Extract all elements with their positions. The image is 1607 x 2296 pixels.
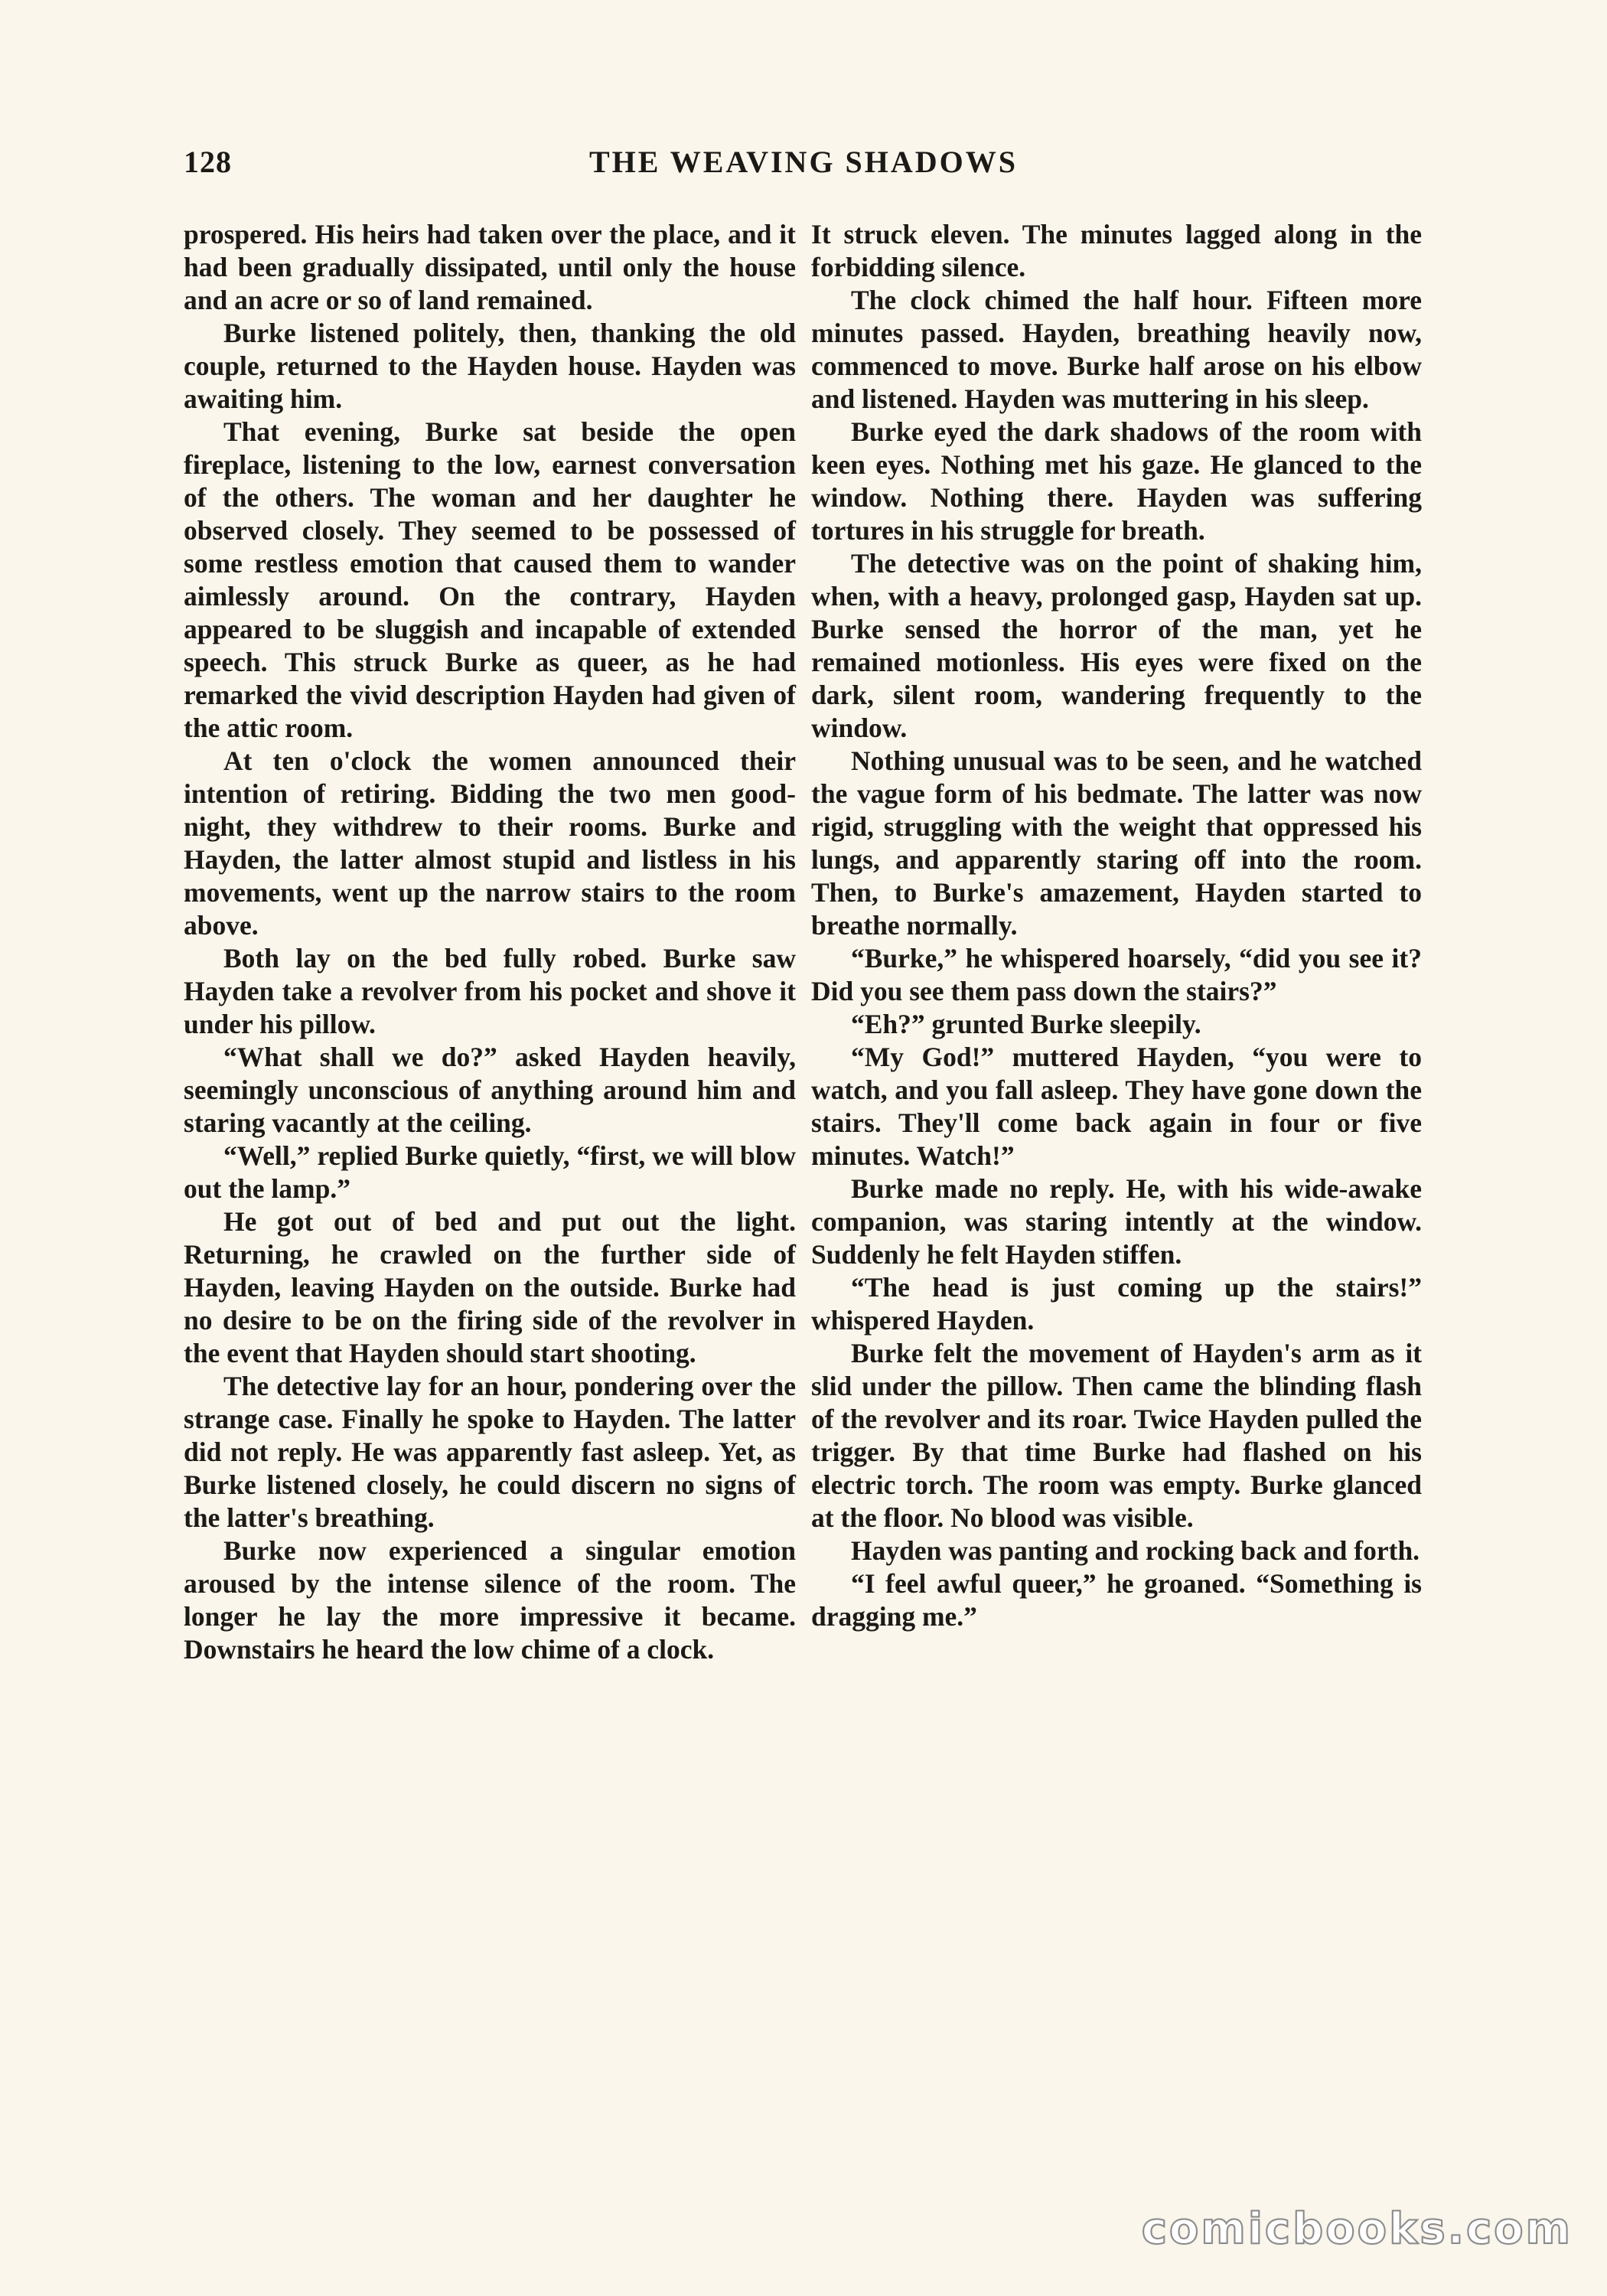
paragraph: It struck eleven. The minutes lagged along in the forbidding silence.	[811, 219, 1422, 282]
left-column	[184, 218, 796, 1666]
paragraph: He got out of bed and put out the light. Returning, he crawled on the further side of Hayden, leaving Hayden on the outside. Burke had no desire to be on the firing side of the revolver in the event that Hayden should start shooting.	[184, 1206, 796, 1368]
paragraph: That evening, Burke sat beside the open fireplace, listening to the low, earnest conversation of the others. The woman and her daughter he observed closely. They seemed to be possessed of some restless emotion that caused them to wander aimlessly around. On the contrary, Hayden appeared to be sluggish and incapable of extended speech. This struck Burke as queer, as he had remarked the vivid description Hayden had given of the attic room.	[184, 416, 796, 743]
paragraph: “What shall we do?” asked Hayden heavily, seemingly unconscious of anything around him and staring vacantly at the ceiling.	[184, 1042, 796, 1138]
paragraph: “My God!” muttered Hayden, “you were to watch, and you fall asleep. They have gone down the stairs. They'll come back again in four or five minutes. Watch!”	[811, 1042, 1422, 1171]
paragraph: Hayden was panting and rocking back and forth.	[851, 1535, 1420, 1566]
paragraph: The detective lay for an hour, pondering over the strange case. Finally he spoke to Hayden. The latter did not reply. He was apparently fast asleep. Yet, as Burke listened closely, he could discern no signs of the latter's breathing.	[184, 1371, 796, 1533]
paragraph: “The head is just coming up the stairs!” whispered Hayden.	[811, 1272, 1422, 1336]
paragraph: At ten o'clock the women announced their intention of retiring. Bidding the two men good-night, they withdrew to their rooms. Burke and Hayden, the latter almost stupid and listless in his movements, went up the narrow stairs to the room above.	[184, 745, 796, 941]
paragraph: Burke felt the movement of Hayden's arm as it slid under the pillow. Then came the blinding flash of the revolver and its roar. Twice Hayden pulled the trigger. By that time Burke had flashed on his electric torch. The room was empty. Burke glanced at the floor. No blood was visible.	[811, 1338, 1422, 1533]
paragraph: Both lay on the bed fully robed. Burke saw Hayden take a revolver from his pocket and shove it under his pillow.	[184, 943, 796, 1039]
site-watermark: comicbooks.com	[1141, 2204, 1573, 2254]
paragraph: Burke made no reply. He, with his wide-awake companion, was staring intently at the window. Suddenly he felt Hayden stiffen.	[811, 1173, 1422, 1270]
right-column	[811, 218, 1422, 1633]
paragraph: Burke listened politely, then, thanking the old couple, returned to the Hayden house. Hayden was awaiting him.	[184, 318, 796, 414]
paragraph: “Well,” replied Burke quietly, “first, we will blow out the lamp.”	[184, 1140, 796, 1204]
paragraph: Burke eyed the dark shadows of the room with keen eyes. Nothing met his gaze. He glanced to the window. Nothing there. Hayden was suffering tortures in his struggle for breath.	[811, 416, 1422, 546]
paragraph: “Burke,” he whispered hoarsely, “did you see it? Did you see them pass down the stairs?”	[811, 943, 1422, 1006]
paragraph: “Eh?” grunted Burke sleepily.	[851, 1009, 1201, 1039]
paragraph: The clock chimed the half hour. Fifteen more minutes passed. Hayden, breathing heavily now, commenced to move. Burke half arose on his elbow and listened. Hayden was muttering in his sleep.	[811, 285, 1422, 414]
running-head	[184, 144, 1423, 190]
paragraph: Nothing unusual was to be seen, and he watched the vague form of his bedmate. The latter was now rigid, struggling with the weight that oppressed his lungs, and apparently staring off into the room. Then, to Burke's amazement, Hayden started to breathe normally.	[811, 745, 1422, 941]
paragraph: The detective was on the point of shaking him, when, with a heavy, prolonged gasp, Hayden sat up. Burke sensed the horror of the man, yet he remained motionless. His eyes were fixed on the dark, silent room, wandering frequently to the window.	[811, 548, 1422, 743]
running-title: THE WEAVING SHADOWS	[588, 145, 1019, 179]
paragraph: “I feel awful queer,” he groaned. “Something is dragging me.”	[811, 1568, 1422, 1632]
paragraph: Burke now experienced a singular emotion aroused by the intense silence of the room. The longer he lay the more impressive it became. Downstairs he heard the low chime of a clock.	[184, 1535, 796, 1665]
page-number: 128	[184, 145, 232, 179]
paragraph: prospered. His heirs had taken over the place, and it had been gradually dissipated, until only the house and an acre or so of land remained.	[184, 219, 796, 315]
